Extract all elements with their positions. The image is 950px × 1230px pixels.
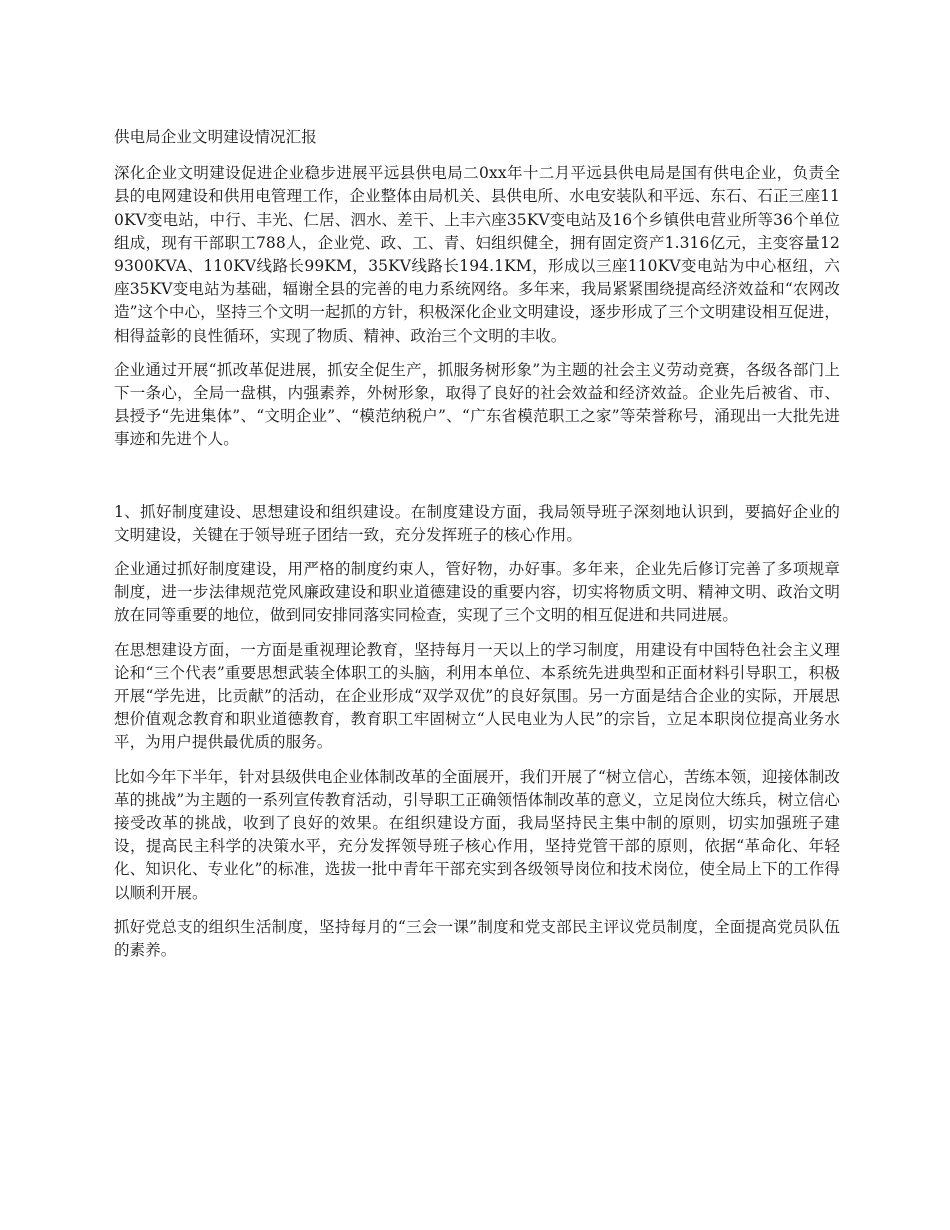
document-page	[114, 126, 840, 973]
paragraph-intro: 深化企业文明建设促进企业稳步进展平远县供电局二0xx年十二月平远县供电局是国有供电企业，负责全县的电网建设和供用电管理工作，企业整体由局机关、县供电所、水电安装队和平远、东石、石正三座110KV变电站，中行、丰光、仁居、泗水、差干、上丰六座35KV变电站及16个乡镇供电营业所等36个单位组成，现有干部职工788人，企业党、政、工、青、妇组织健全，拥有固定资产1.316亿元，主变容量129300KVA、110KV线路长99KM，35KV线路长194.1KM，形成以三座110KV变电站为中心枢纽，六座35KV变电站为基础，辐谢全县的完善的电力系统网络。多年来，我局紧紧围绕提高经济效益和“农网改造”这个中心，坚持三个文明一起抓的方针，积极深化企业文明建设，逐步形成了三个文明建设相互促进，相得益彰的良性循环，实现了物质、精神、政治三个文明的丰收。	[114, 164, 840, 345]
paragraph-organization: 比如今年下半年，针对县级供电企业体制改革的全面展开，我们开展了“树立信心，苦练本领，迎接体制改革的挑战”为主题的一系列宣传教育活动，引导职工正确领悟体制改革的意义，立足岗位大练兵，树立信心接受改革的挑战，收到了良好的效果。在组织建设方面，我局坚持民主集中制的原则，切实加强班子建设，提高民主科学的决策水平，充分发挥领导班子核心作用，坚持党管干部的原则，依据“革命化、年轻化、知识化、专业化”的标准，选拔一批中青年干部充实到各级领导岗位和技术岗位，使全局上下的工作得以顺利开展。	[114, 767, 840, 902]
paragraph-institution: 企业通过抓好制度建设，用严格的制度约束人，管好物，办好事。多年来，企业先后修订完善了多项规章制度，进一步法律规范党风廉政建设和职业道德建设的重要内容，切实将物质文明、精神文明、政治文明放在同等重要的地位，做到同安排同落实同检查，实现了三个文明的相互促进和共同进展。	[114, 560, 840, 625]
paragraph-ideology: 在思想建设方面，一方面是重视理论教育，坚持每月一天以上的学习制度，用建设有中国特色社会主义理论和“三个代表”重要思想武装全体职工的头脑，利用本单位、本系统先进典型和正面材料引导职工，积极开展“学先进，比贡献”的活动，在企业形成“双学双优”的良好氛围。另一方面是结合企业的实际，开展思想价值观念教育和职业道德教育，教育职工牢固树立“人民电业为人民”的宗旨，立足本职岗位提高业务水平，为用户提供最优质的服务。	[114, 640, 840, 752]
document-title: 供电局企业文明建设情况汇报	[114, 128, 317, 146]
paragraph-competition: 企业通过开展“抓改革促进展，抓安全促生产，抓服务树形象”为主题的社会主义劳动竞赛，各级各部门上下一条心，全局一盘棋，内强素养，外树形象，取得了良好的社会效益和经济效益。企业先后被省、市、县授予“先进集体”、“文明企业”、“模范纳税户”、“广东省模范职工之家”等荣誉称号，涌现出一大批先进事迹和先进个人。	[114, 360, 840, 449]
section-spacer	[114, 463, 840, 501]
paragraph-party-life: 抓好党总支的组织生活制度，坚持每月的“三会一课”制度和党支部民主评议党员制度，全面提高党员队伍的素养。	[114, 917, 840, 960]
paragraph-section-1: 1、抓好制度建设、思想建设和组织建设。在制度建设方面，我局领导班子深刻地认识到，要搞好企业的文明建设，关键在于领导班子团结一致，充分发挥班子的核心作用。	[114, 502, 840, 544]
